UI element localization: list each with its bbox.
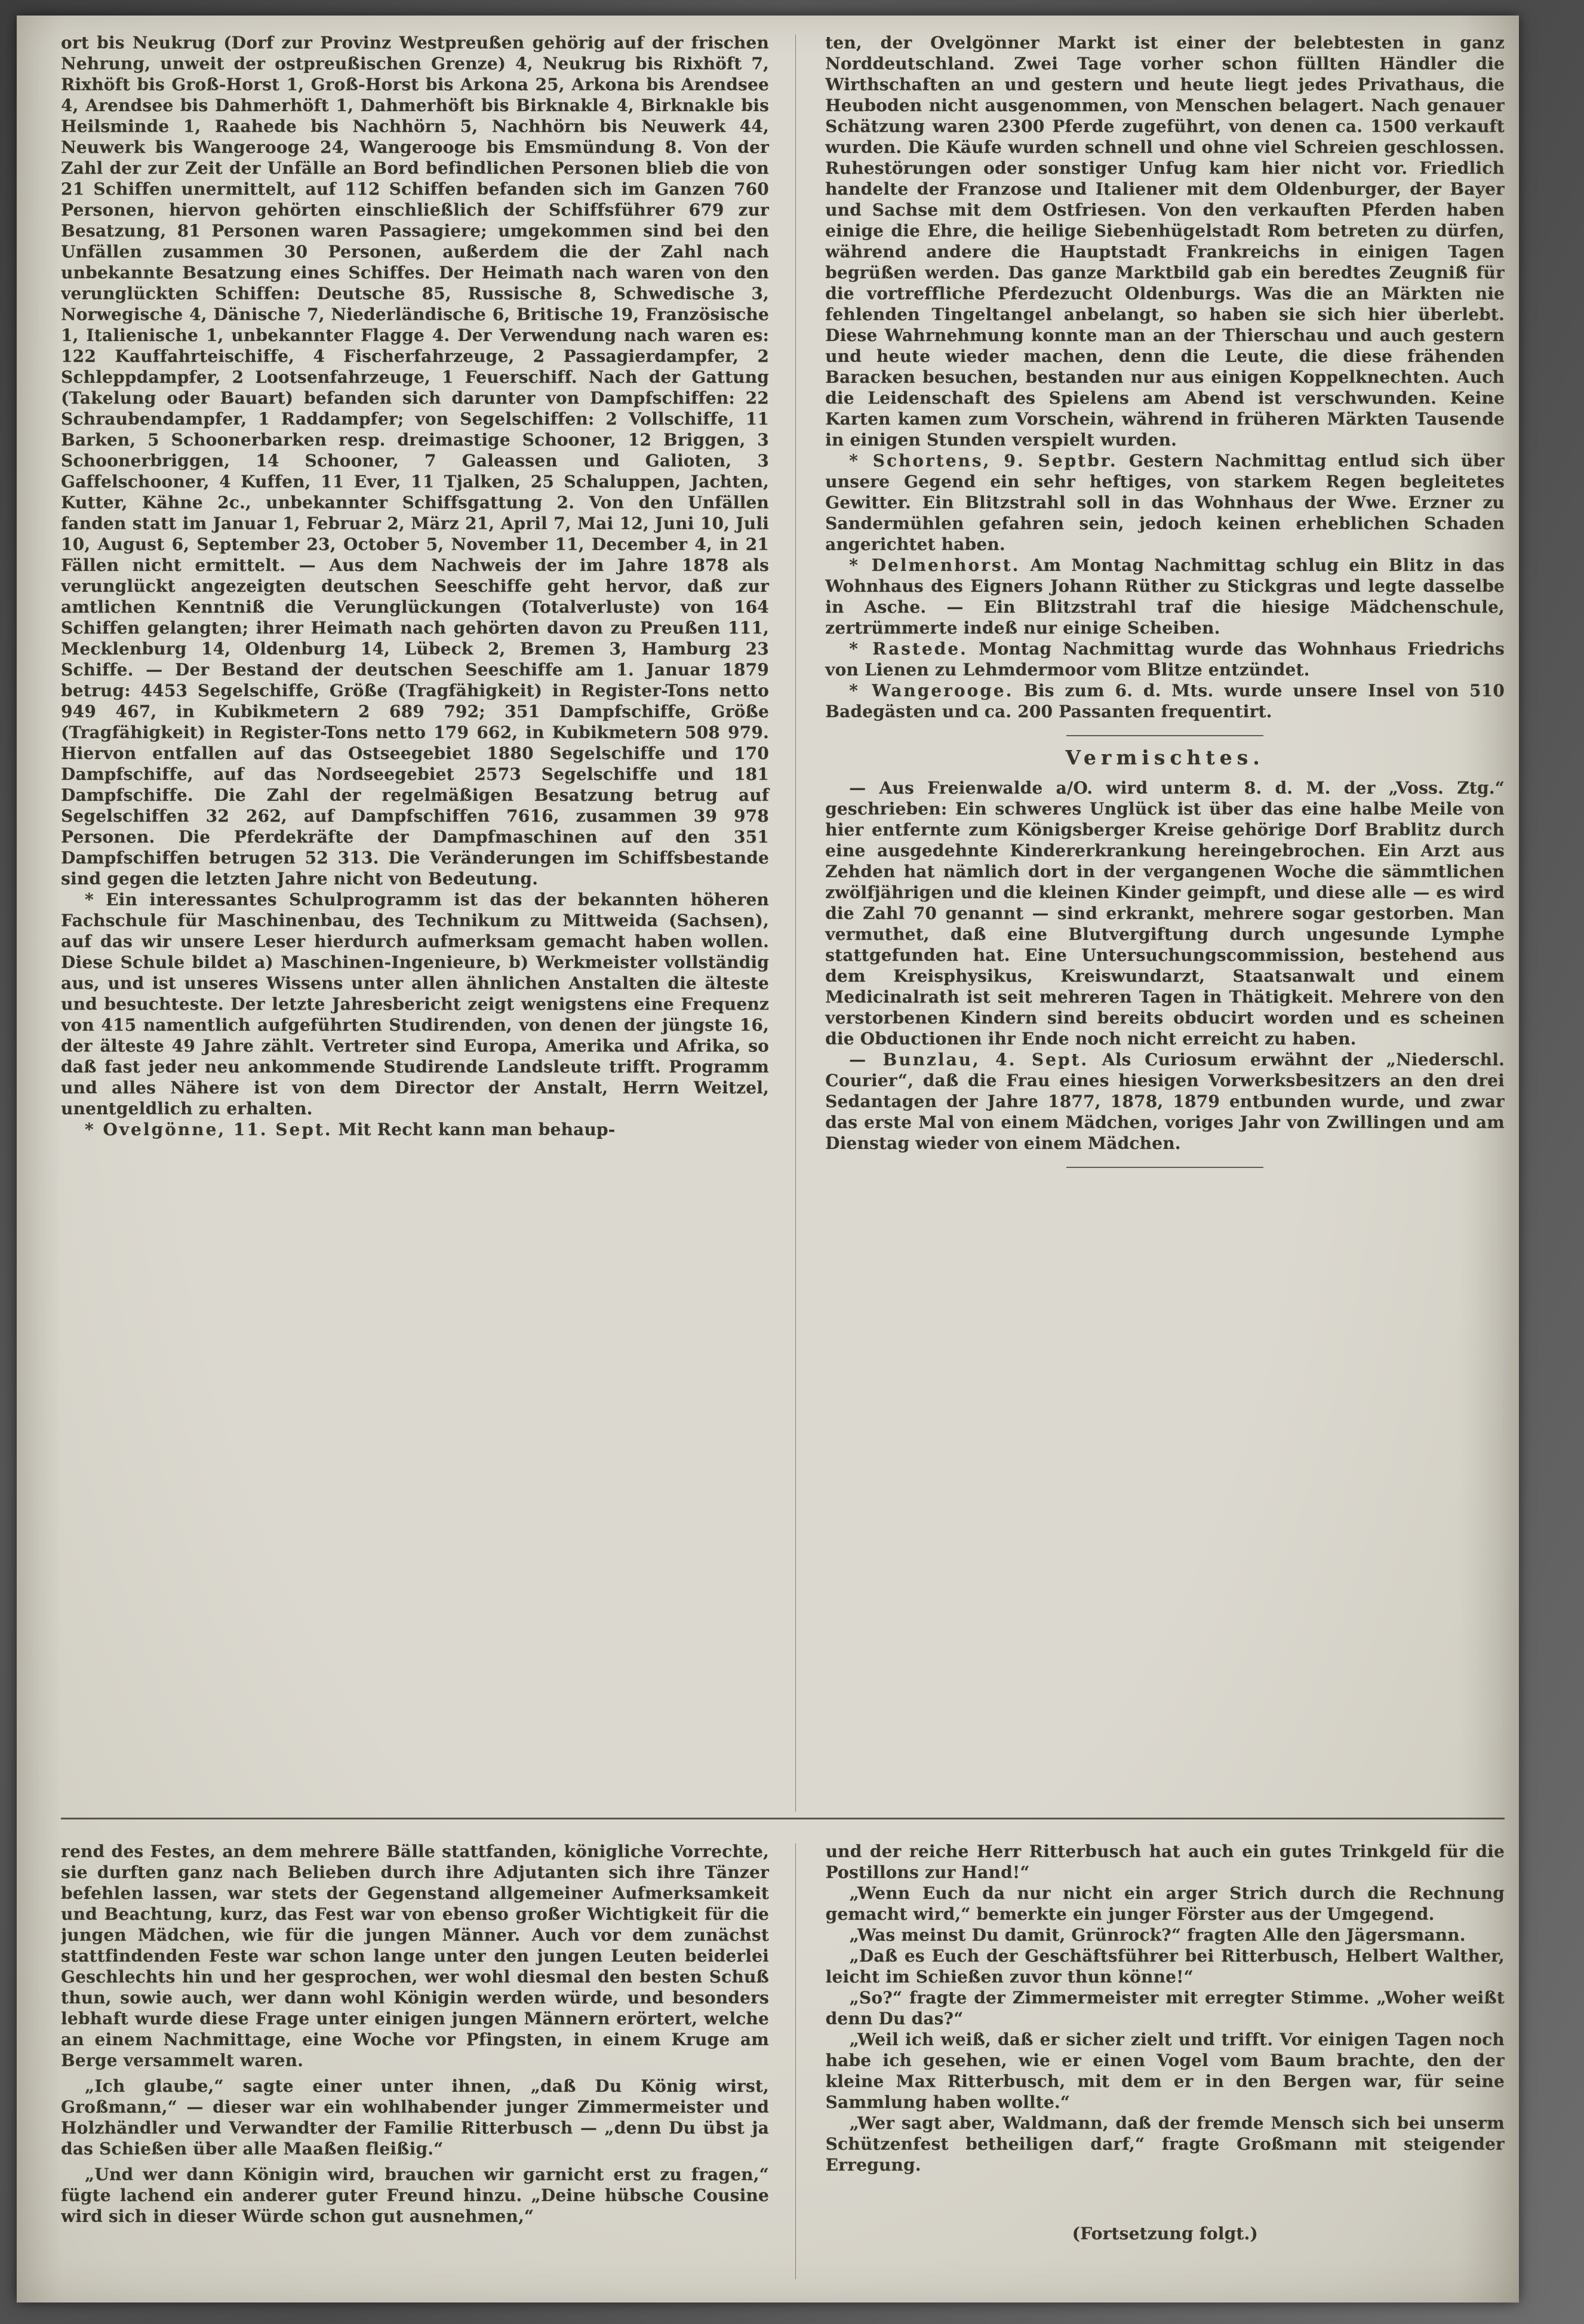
article-text: „So?“ fragte der Zimmermeister mit erregter Stimme. „Woher weißt denn Du das?“ — [825, 1988, 1505, 2028]
article-dateline: * Wangerooge. — [849, 681, 1014, 700]
newspaper-page — [17, 16, 1519, 2303]
article-text: „Und wer dann Königin wird, brauchen wir garnicht erst zu fragen,“ fügte lachend ein anderer guter Freund hinzu. „Deine hübsche Cousine wird sich in dieser Würde schon gut ausnehmen,“ — [61, 2165, 769, 2226]
article-dateline: — Bunzlau, 4. Sept. — [849, 1050, 1089, 1069]
article-text: „Weil ich weiß, daß er sicher zielt und trifft. Vor einigen Tagen noch habe ich gesehen, wie er einen Vogel vom Baum brachte, den der kleine Max Ritterbusch, mit dem er in den Bergen war, für seine Sammlung haben wollte.“ — [825, 2030, 1505, 2112]
separator-rule — [1066, 735, 1263, 736]
feuilleton-paragraph — [826, 1945, 1505, 1987]
article-bunzlau — [825, 1049, 1505, 1154]
feuilleton-paragraph — [826, 1987, 1505, 2029]
article-dateline: * Ovelgönne, 11. Sept. — [85, 1120, 333, 1139]
article-text: „Ich glaube,“ sagte einer unter ihnen, „daß Du König wirst, Großmann,“ — dieser war ein wohlhabender junger Zimmermeister und Holzhändler und Verwandter der Familie Ritterbusch — „denn Du übst ja das Schießen über alle Maaßen fleißig.“ — [61, 2076, 769, 2159]
article-text: * Ein interessantes Schulprogramm ist das der bekannten höheren Fachschule für Maschinenbau, des Technikum zu Mittweida (Sachsen), auf das wir unsere Leser hierdurch aufmerksam gemacht haben wollen. Diese Schule bildet a) Maschinen-Ingenieure, b) Werkmeister vollständig aus, und ist unseres Wissens unter allen ähnlichen Anstalten die älteste und besuchteste. Der letzte Jahresbericht zeigt wenigstens eine Frequenz von 415 namentlich aufgeführten Studirenden, von denen der jüngste 16, der älteste 49 Jahre zählt. Vertreter sind Europa, Amerika und Afrika, so daß fast jeder neu ankommende Studirende Landsleute trifft. Programm und alles Nähere ist von dem Director der Anstalt, Herrn Weitzel, unentgeldlich zu erhalten. — [61, 890, 769, 1118]
feuilleton-paragraph — [826, 2029, 1505, 2113]
column-top-left — [61, 32, 769, 1818]
article-horse-market — [825, 32, 1505, 450]
article-delmenhorst — [825, 555, 1505, 638]
article-schulprogramm — [61, 889, 769, 1119]
feuilleton-paragraph — [826, 2113, 1505, 2175]
article-text: — Aus Freienwalde a/O. wird unterm 8. d. M. der „Voss. Ztg.“ geschrieben: Ein schweres Unglück ist über das eine halbe Meile von hier entfernte zum Königsberger Kreise gehörige Dorf Brablitz durch eine ausgedehnte Kindererkrankung hereingebrochen. Ein Arzt aus Zehden hat nämlich dort in der vergangenen Woche die sämmtlichen zwölfjährigen und die kleinen Kinder geimpft, und diese alle — es wird die Zahl 70 genannt — sind erkrankt, mehrere sogar gestorben. Man vermuthet, daß eine Blutvergiftung durch ungesunde Lymphe stattgefunden hat. Eine Untersuchungscommission, bestehend aus dem Kreisphysikus, Kreiswundarzt, Staatsanwalt und einem Medicinalrath ist seit mehreren Tagen in Thätigkeit. Mehrere von den verstorbenen Kindern sind bereits obducirt worden und es scheinen die Obductionen ihr Ende noch nicht erreicht zu haben. — [825, 778, 1505, 1049]
column-bottom-right — [826, 1841, 1505, 2285]
article-text: „Daß es Euch der Geschäftsführer bei Ritterbusch, Helbert Walther, leicht im Schießen zuvor thun könne!“ — [825, 1946, 1505, 1987]
feuilleton-paragraph — [61, 2076, 769, 2159]
continuation-note: (Fortsetzung folgt.) — [1072, 2224, 1258, 2243]
article-dateline: * Schortens, 9. Septbr. — [849, 451, 1118, 471]
feuilleton-paragraph — [826, 1883, 1505, 1925]
article-wangerooge — [825, 680, 1505, 722]
feuilleton-paragraph — [61, 2164, 769, 2227]
article-text: „Wenn Euch da nur nicht ein arger Strich durch die Rechnung gemacht wird,“ bemerkte ein junger Förster aus der Umgegend. — [825, 1883, 1505, 1924]
feuilleton-paragraph — [826, 1925, 1505, 1945]
separator-rule — [1066, 1167, 1263, 1168]
news-section — [61, 32, 1505, 1818]
article-freienwalde — [825, 777, 1505, 1049]
article-text: Gestern Nachmittag entlud sich über unsere Gegend ein sehr heftiges, von starkem Regen begleitetes Gewitter. Ein Blitzstrahl soll in das Wohnhaus der Wwe. Erzner zu Sandermühlen gefahren sein, jedoch keinen erheblichen Schaden angerichtet haben. — [825, 451, 1505, 554]
article-text: Montag Nachmittag wurde das Wohnhaus Friedrichs von Lienen zu Lehmdermoor vom Blitze entzündet. — [825, 639, 1505, 680]
column-rule-bottom — [795, 1843, 796, 2279]
section-heading-vermischtes: Vermischtes. — [1065, 746, 1265, 769]
article-dateline: * Rastede. — [849, 639, 968, 659]
article-ovelgoenne — [61, 1119, 769, 1140]
article-text: Am Montag Nachmittag schlug ein Blitz in das Wohnhaus des Eigners Johann Rüther zu Stickgras und legte dasselbe in Asche. — Ein Blitzstrahl traf die hiesige Mädchenschule, zertrümmerte indeß nur einige Scheiben. — [825, 555, 1505, 638]
feuilleton-paragraph — [826, 1841, 1505, 1883]
article-text: Als Curiosum erwähnt der „Niederschl. Courier“, daß die Frau eines hiesigen Vorwerksbesitzers an den drei Sedantagen der Jahre 1877, 1878, 1879 entbunden wurde, und zwar das erste Mal von einem Mädchen, voriges Jahr von Zwillingen und am Dienstag wieder von einem Mädchen. — [825, 1050, 1505, 1153]
article-text: ort bis Neukrug (Dorf zur Provinz Westpreußen gehörig auf der frischen Nehrung, unweit der ostpreußischen Grenze) 4, Neukrug bis Rixhöft 7, Rixhöft bis Groß-Horst 1, Groß-Horst bis Arkona 25, Arkona bis Arendsee 4, Arendsee bis Dahmerhöft 1, Dahmerhöft bis Birknakle 4, Birknakle bis Heilsminde 1, Raahede bis Nachhörn 5, Nachhörn bis Neuwerk 44, Neuwerk bis Wangerooge 24, Wangerooge bis Emsmündung 8. Von der Zahl der zur Zeit der Unfälle an Bord befindlichen Personen blieb die von 21 Schiffen unermittelt, auf 112 Schiffen befanden sich im Ganzen 760 Personen, hiervon gehörten einschließlich der Schiffsführer 679 zur Besatzung, 81 Personen waren Passagiere; umgekommen sind bei den Unfällen zusammen 30 Personen, außerdem die der Zahl nach unbekannte Besatzung eines Schiffes. Der Heimath nach waren von den verunglückten Schiffen: Deutsche 85, Russische 8, Schwedische 3, Norwegische 4, Dänische 7, Niederländische 6, Britische 19, Französische 1, Italienische 1, unbekannter Flagge 4. Der Verwendung nach waren es: 122 Kauffahrteischiffe, 4 Fischerfahrzeuge, 2 Passagierdampfer, 2 Schleppdampfer, 2 Lootsenfahrzeuge, 1 Feuerschiff. Nach der Gattung (Takelung oder Bauart) befanden sich darunter von Dampfschiffen: 22 Schraubendampfer, 1 Raddampfer; von Segelschiffen: 2 Vollschiffe, 11 Barken, 5 Schoonerbarken resp. dreimastige Schooner, 12 Briggen, 3 Schoonerbriggen, 14 Schooner, 7 Galeassen und Galioten, 3 Gaffelschooner, 4 Kuffen, 11 Ever, 11 Tjalken, 25 Schaluppen, Jachten, Kutter, Kähne 2c., unbekannter Schiffsgattung 2. Von den Unfällen fanden statt im Januar 1, Februar 2, März 21, April 7, Mai 12, Juni 10, Juli 10, August 6, September 23, October 5, November 11, December 4, in 21 Fällen nicht ermittelt. — Aus dem Nachweis der im Jahre 1878 als verunglückt angezeigten deutschen Seeschiffe geht hervor, daß zur amtlichen Kenntniß die Verunglückungen (Totalverluste) von 164 Schiffen gelangten; ihrer Heimath nach gehörten davon zu Preußen 111, Mecklenburg 14, Oldenburg 14, Lübeck 2, Bremen 3, Hamburg 23 Schiffe. — Der Bestand der deutschen Seeschiffe am 1. Januar 1879 betrug: 4453 Segelschiffe, Größe (Tragfähigkeit) in Register-Tons netto 949 467, in Kubikmetern 2 689 792; 351 Dampfschiffe, Größe (Tragfähigkeit) in Register-Tons netto 179 662, in Kubikmetern 508 979. Hiervon entfallen auf das Ostseegebiet 1880 Segelschiffe und 170 Dampfschiffe, auf das Nordseegebiet 2573 Segelschiffe und 181 Dampfschiffe. Die Zahl der regelmäßigen Besatzung betrug auf Segelschiffen 32 262, auf Dampfschiffen 7616, zusammen 39 978 Personen. Die Pferdekräfte der Dampfmaschinen auf den 351 Dampfschiffen betrugen 52 313. Die Veränderungen im Schiffsbestande sind gegen die letzten Jahre nicht von Bedeutung. — [61, 33, 769, 889]
article-shipping-statistics — [61, 32, 769, 889]
article-text: und der reiche Herr Ritterbusch hat auch ein gutes Trinkgeld für die Postillons zur Hand!“ — [825, 1842, 1505, 1882]
feuilleton-section — [61, 1819, 1505, 2285]
article-text: „Was meinst Du damit, Grünrock?“ fragten Alle den Jägersmann. — [849, 1925, 1466, 1945]
article-text: rend des Festes, an dem mehrere Bälle stattfanden, königliche Vorrechte, sie durften ganz nach Belieben durch ihre Adjutanten sich ihre Tänzer befehlen lassen, war stets der Gegenstand allgemeiner Aufmerksamkeit und Beachtung, kurz, das Fest war von ebenso großer Wichtigkeit für die jungen Mädchen, wie für die jungen Männer. Auch vor dem zunächst stattfindenden Feste war schon lange unter den jungen Leuten beiderlei Geschlechts hin und her gesprochen, wer wohl diesmal den besten Schuß thun, sowie auch, wer dann wohl Königin werden würde, und besonders lebhaft wurde diese Frage unter einigen jungen Männern erörtert, welche an einem Nachmittage, eine Woche vor Pfingsten, in einem Kruge am Berge versammelt waren. — [61, 1842, 769, 2070]
article-text: Bis zum 6. d. Mts. wurde unsere Insel von 510 Badegästen und ca. 200 Passanten frequentirt. — [825, 681, 1505, 721]
article-text: ten, der Ovelgönner Markt ist einer der belebtesten in ganz Norddeutschland. Zwei Tage vorher schon füllten Händler die Wirthschaften an und gestern und heute liegt jedes Privathaus, die Heuboden nicht ausgenommen, von Menschen belagert. Nach genauer Schätzung waren 2300 Pferde zugeführt, von denen ca. 1500 verkauft wurden. Die Käufe wurden schnell und ohne viel Schreien geschlossen. Ruhestörungen oder sonstiger Unfug kam hier nicht vor. Friedlich handelte der Franzose und Italiener mit dem Oldenburger, der Bayer und Sachse mit dem Ostfriesen. Von den verkauften Pferden haben einige die Ehre, die heilige Siebenhügelstadt Rom betreten zu dürfen, während andere die Hauptstadt Frankreichs in einigen Tagen begrüßen werden. Das ganze Marktbild gab ein beredtes Zeugniß für die vortreffliche Pferdezucht Oldenburgs. Was die an Märkten nie fehlenden Tingeltangel anbelangt, so haben sie sich hier überlebt. Diese Wahrnehmung konnte man an der Thierschau und auch gestern und heute wieder machen, denn die Leute, die diese frähenden Baracken besuchen, bestanden nur aus einigen Koppelknechten. Auch die Leidenschaft des Spielens am Abend ist verschwunden. Keine Karten kamen zum Vorschein, während in früheren Märkten Tausende in einigen Stunden verspielt wurden. — [825, 33, 1505, 450]
feuilleton-paragraph — [61, 1841, 769, 2071]
column-bottom-left — [61, 1841, 769, 2285]
column-top-right — [825, 32, 1505, 1818]
article-text: Mit Recht kann man behaup- — [332, 1120, 616, 1139]
article-text: „Wer sagt aber, Waldmann, daß der fremde Mensch sich bei unserm Schützenfest betheiligen darf,“ fragte Großmann mit steigender Erregung. — [825, 2113, 1505, 2175]
article-dateline: * Delmenhorst. — [849, 555, 1020, 575]
article-rastede — [825, 638, 1505, 680]
article-schortens — [825, 450, 1505, 555]
